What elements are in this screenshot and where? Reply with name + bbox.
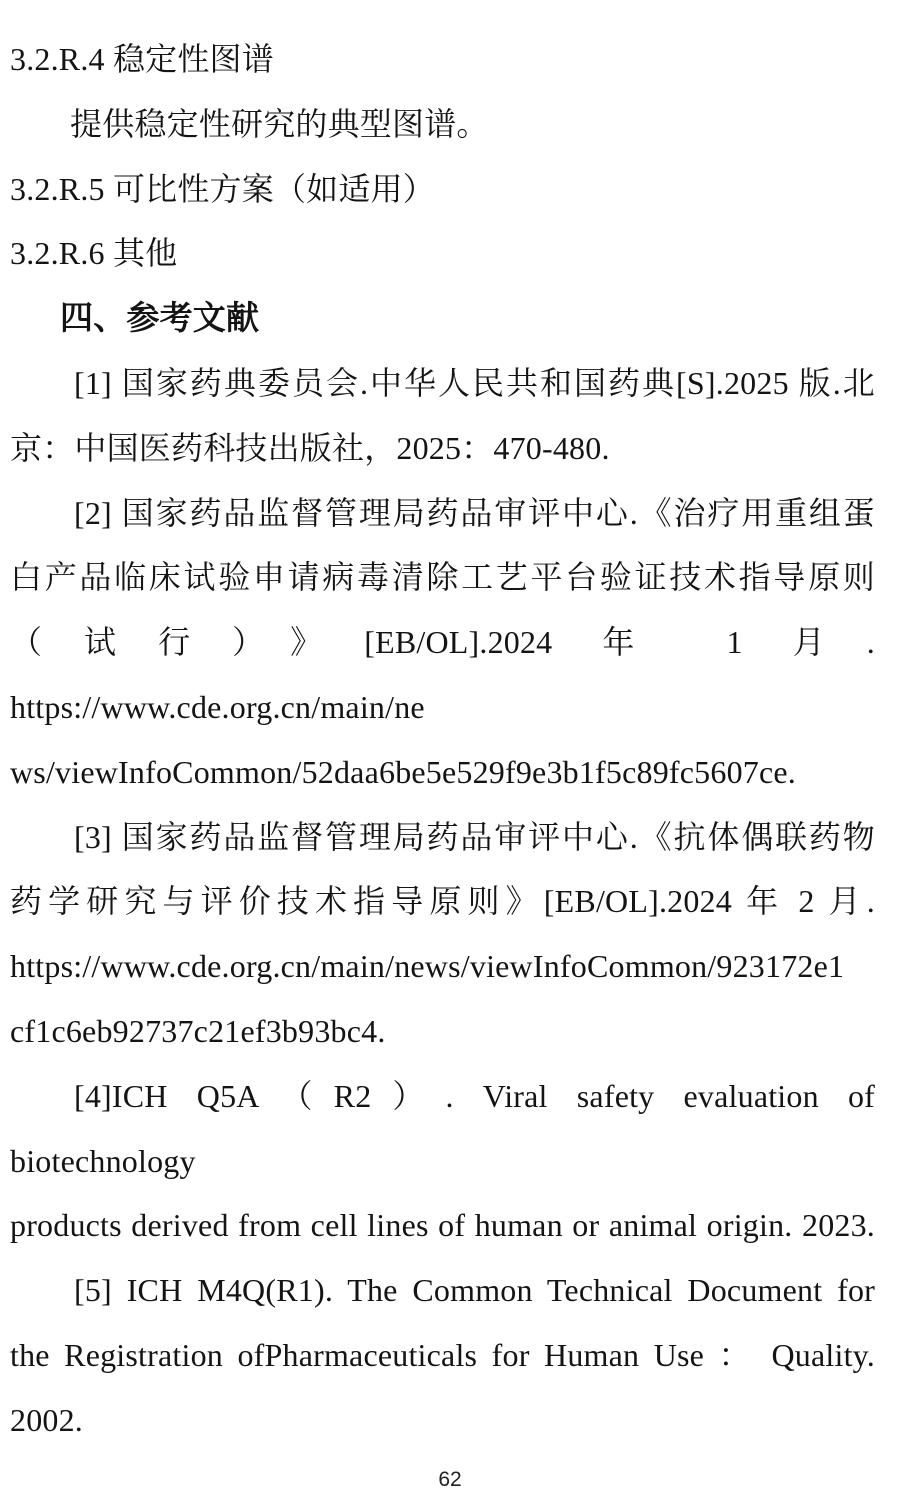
reference-3-line-3: https://www.cde.org.cn/main/news/viewInfoCommon/923172e1	[10, 948, 845, 985]
reference-3-line-4: cf1c6eb92737c21ef3b93bc4.	[10, 1012, 386, 1049]
section-3-2-r-4-text: 提供稳定性研究的典型图谱。	[70, 105, 489, 142]
reference-2-line-1: [2] 国家药品监督管理局药品审评中心.《治疗用重组蛋	[74, 494, 875, 531]
reference-5-line-1: [5] ICH M4Q(R1). The Common Technical Document for	[74, 1272, 875, 1309]
reference-4-line-1: [4]ICH Q5A（R2）. Viral safety evaluation of biotechnology	[10, 1077, 875, 1179]
reference-2-line-2: 白产品临床试验申请病毒清除工艺平台验证技术指导原则	[10, 559, 875, 596]
document-body	[10, 27, 875, 1453]
page-number: 62	[438, 1468, 462, 1491]
references-heading: 四、参考文献	[60, 298, 260, 338]
section-heading-3-2-r-4: 3.2.R.4 稳定性图谱	[10, 41, 274, 77]
section-heading-3-2-r-5: 3.2.R.5 可比性方案（如适用）	[10, 170, 435, 207]
reference-item-4	[10, 1064, 875, 1258]
reference-4-line-2: products derived from cell lines of human or animal origin. 2023.	[10, 1207, 875, 1244]
reference-item-5	[10, 1258, 875, 1452]
page-footer	[0, 1468, 900, 1492]
reference-1-line-1: [1] 国家药典委员会.中华人民共和国药典[S].2025 版.北	[74, 364, 875, 401]
section-heading-3-2-r-6: 3.2.R.6 其他	[10, 235, 178, 272]
reference-3-line-2: 药学研究与评价技术指导原则》[EB/OL].2024 年 2 月.	[10, 883, 875, 920]
reference-5-line-2: the Registration ofPharmaceuticals for Human Use ： Quality.	[10, 1336, 875, 1373]
reference-item-1	[10, 351, 875, 481]
reference-1-line-2: 京：中国医药科技出版社，2025：470-480.	[10, 429, 610, 466]
reference-5-line-3: 2002.	[10, 1401, 83, 1438]
reference-2-line-3: （试行）》[EB/OL].2024 年 1 月. https://www.cde.org.cn/main/ne	[10, 624, 875, 725]
reference-2-line-4: ws/viewInfoCommon/52daa6be5e529f9e3b1f5c89fc5607ce.	[10, 753, 796, 790]
reference-3-line-1: [3] 国家药品监督管理局药品审评中心.《抗体偶联药物	[74, 818, 875, 855]
reference-item-2	[10, 481, 875, 805]
reference-item-3	[10, 805, 875, 1064]
